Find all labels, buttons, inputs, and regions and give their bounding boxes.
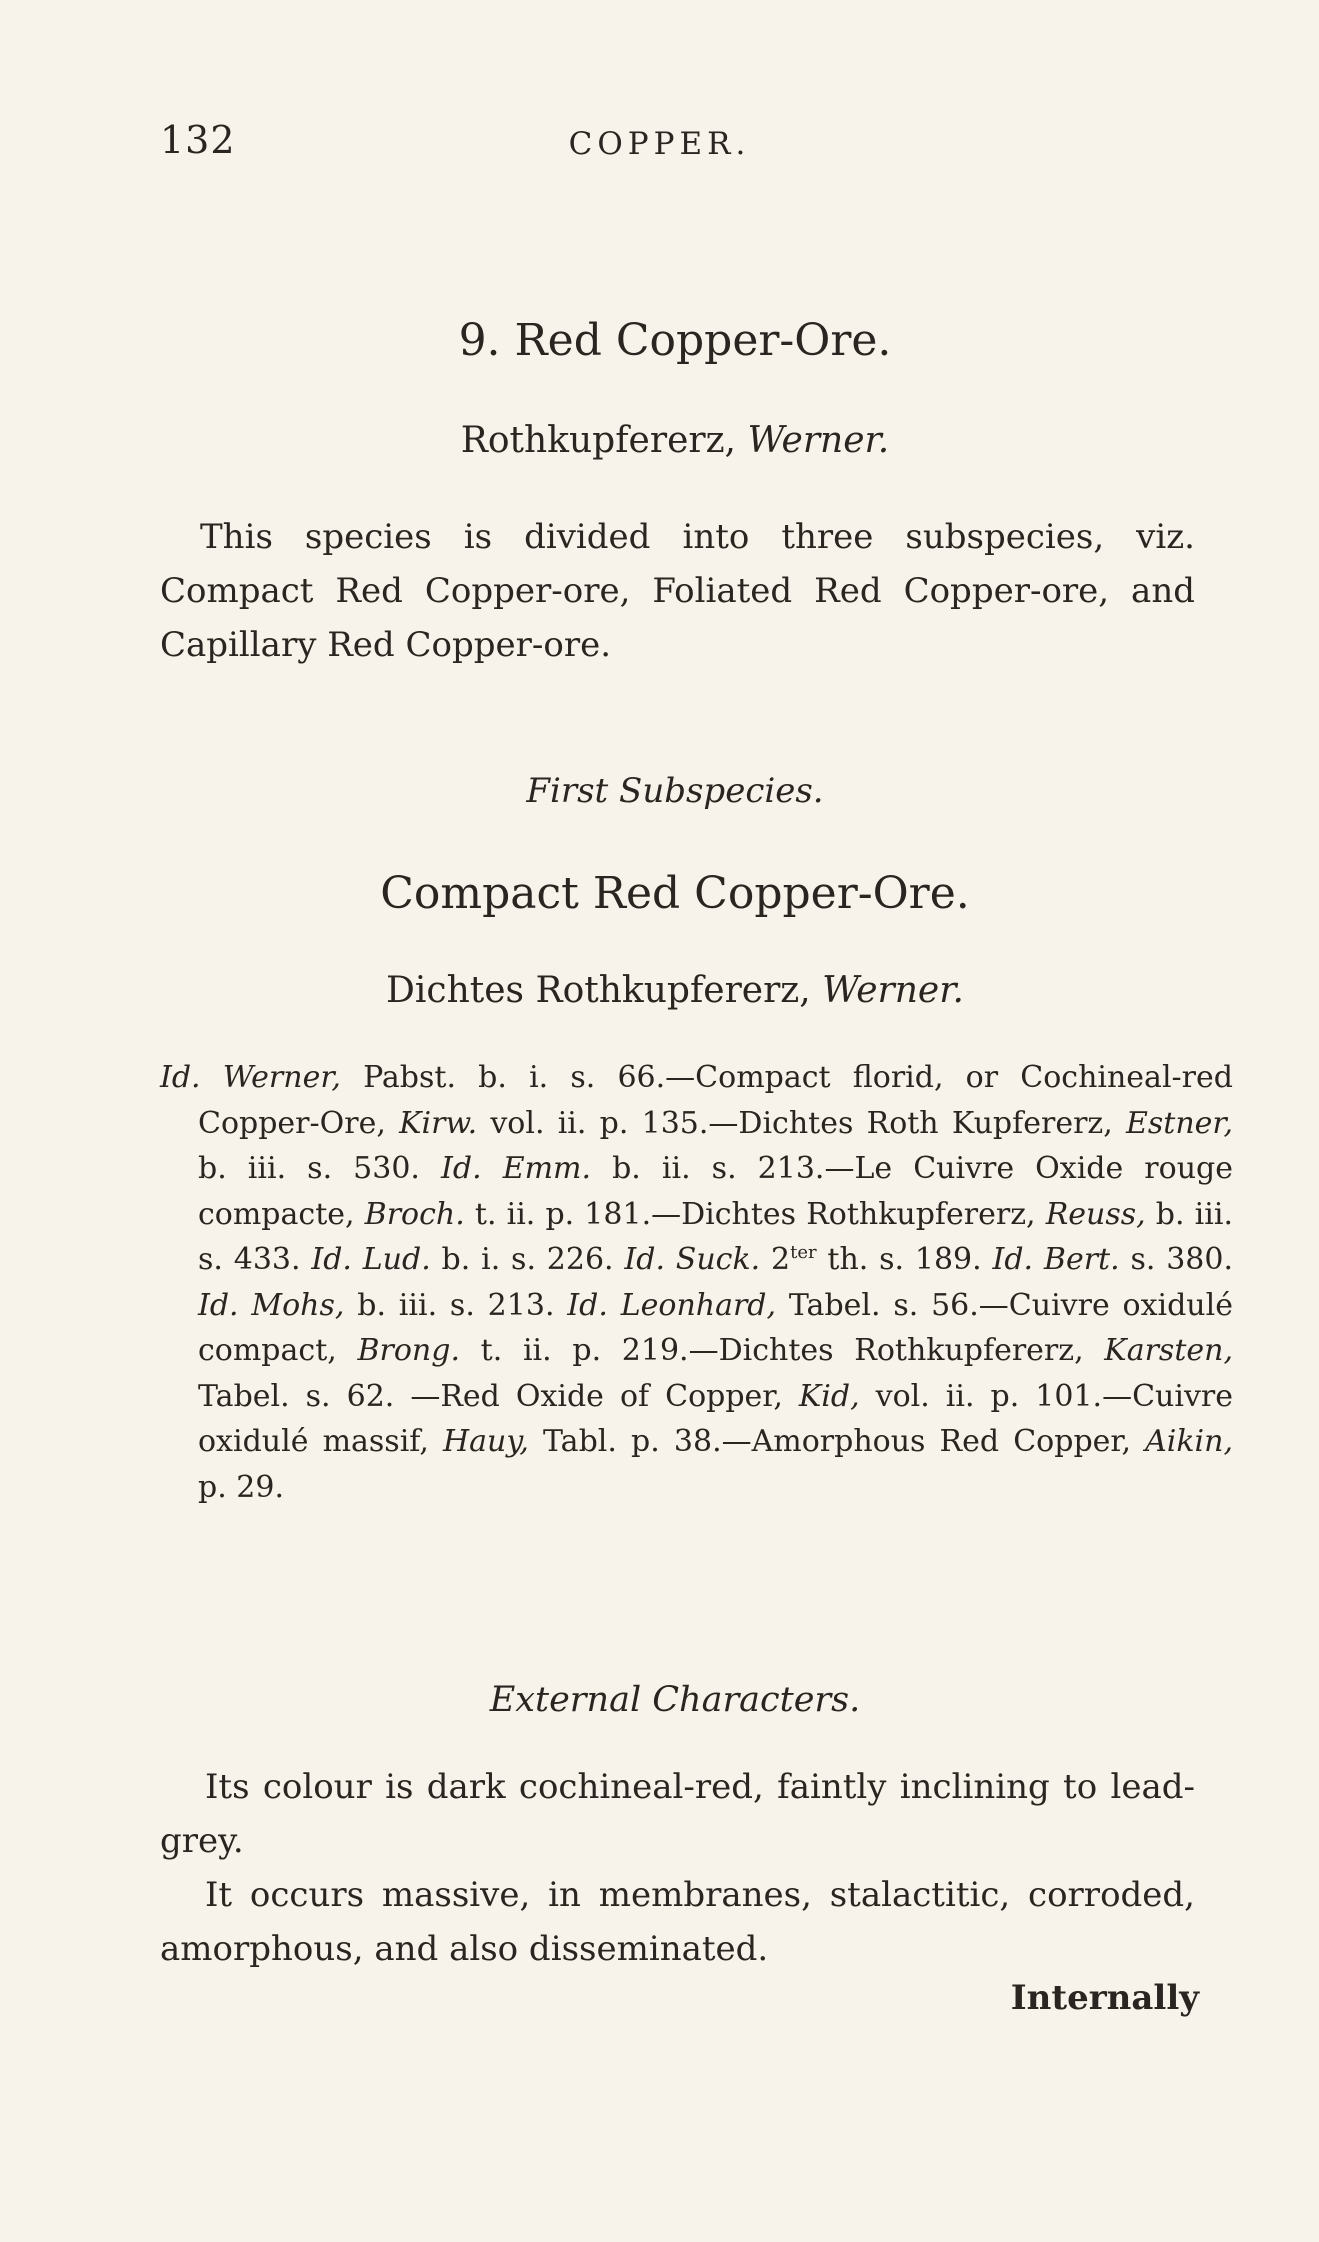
synonym-author: Werner. [747,420,890,461]
reference-superscript: ter [790,1242,817,1263]
references-block [160,1055,1233,1510]
reference-citation: Id. Emm. [441,1151,592,1186]
reference-text: th. s. 189. [816,1242,993,1277]
reference-citation: Hauy, [443,1424,529,1459]
reference-text: b. iii. s. 213. [344,1287,568,1323]
reference-text: b. ii. s. 213.—Le Cuivre Oxide rouge compacte, [198,1151,1233,1232]
section-heading: External Characters. [489,1680,861,1720]
reference-text: t. ii. p. 219.—Dichtes Rothkupfererz, [460,1333,1105,1368]
reference-citation: Estner, [1125,1105,1233,1141]
reference-text: s. 380. [1119,1242,1233,1277]
species-synonym [150,420,1200,461]
reference-citation: Aikin, [1145,1424,1233,1459]
reference-text: Tabel. s. 62. —Red Oxide of Copper, [198,1378,799,1414]
reference-citation: Id. Werner, [160,1060,341,1095]
reference-citation: Id. Lud. [311,1242,431,1277]
reference-text: Tabl. p. 38.—Amorphous Red Copper, [528,1424,1146,1459]
reference-citation: Reuss, [1045,1196,1146,1232]
reference-text: b. i. s. 226. [430,1242,625,1277]
reference-citation: Id. Mohs, [198,1287,345,1323]
reference-text: 2 [760,1242,791,1277]
reference-text: b. iii. s. 530. [198,1151,442,1186]
reference-citation: Id. Suck. [624,1242,761,1277]
subspecies-synonym-author: Werner. [822,970,964,1011]
reference-text: Tabel. s. 56.—Cuivre oxidulé compact, [198,1287,1233,1368]
running-title: COPPER. [568,126,751,162]
reference-text: p. 29. [198,1469,284,1505]
reference-citation: Kid, [798,1378,860,1414]
reference-text: vol. ii. p. 101.—Cuivre oxidulé massif, [198,1378,1233,1459]
species-heading: 9. Red Copper-Ore. [458,315,892,366]
subspecies-heading: Compact Red Copper-Ore. [380,868,970,919]
subspecies-synonym-name: Dichtes Rothkupfererz, [386,970,811,1011]
synonym-name: Rothkupfererz, [460,420,736,461]
occurs-paragraph: It occurs massive, in membranes, stalactitic, corroded, amorphous, and also disseminated. [160,1875,1195,1969]
reference-citation: Karsten, [1104,1333,1233,1368]
catchword: Internally [1010,1978,1199,2018]
colour-paragraph: Its colour is dark cochineal-red, faintly inclining to lead-grey. [160,1767,1195,1861]
reference-citation: Id. Bert. [992,1242,1120,1277]
reference-citation: Id. Leonhard, [567,1287,777,1323]
reference-citation: Brong. [357,1333,460,1368]
reference-text: vol. ii. p. 135.—Dichtes Roth Kupfererz, [477,1105,1126,1141]
reference-text: t. ii. p. 181.—Dichtes Rothkupfererz, [464,1196,1046,1232]
page-number: 132 [160,118,236,162]
reference-citation: Broch. [364,1196,465,1232]
subspecies-label: First Subspecies. [526,771,824,811]
reference-text: b. iii. s. 433. [198,1196,1233,1277]
subspecies-synonym [150,970,1200,1011]
reference-citation: Kirw. [399,1105,478,1141]
intro-paragraph: This species is divided into three subspecies, viz. Compact Red Copper-ore, Foliated Red Copper-ore, and Capillary Red Copper-ore. [160,517,1195,665]
reference-text: Pabst. b. i. s. 66.—Compact florid, or Cochineal-red Copper-Ore, [198,1060,1233,1141]
